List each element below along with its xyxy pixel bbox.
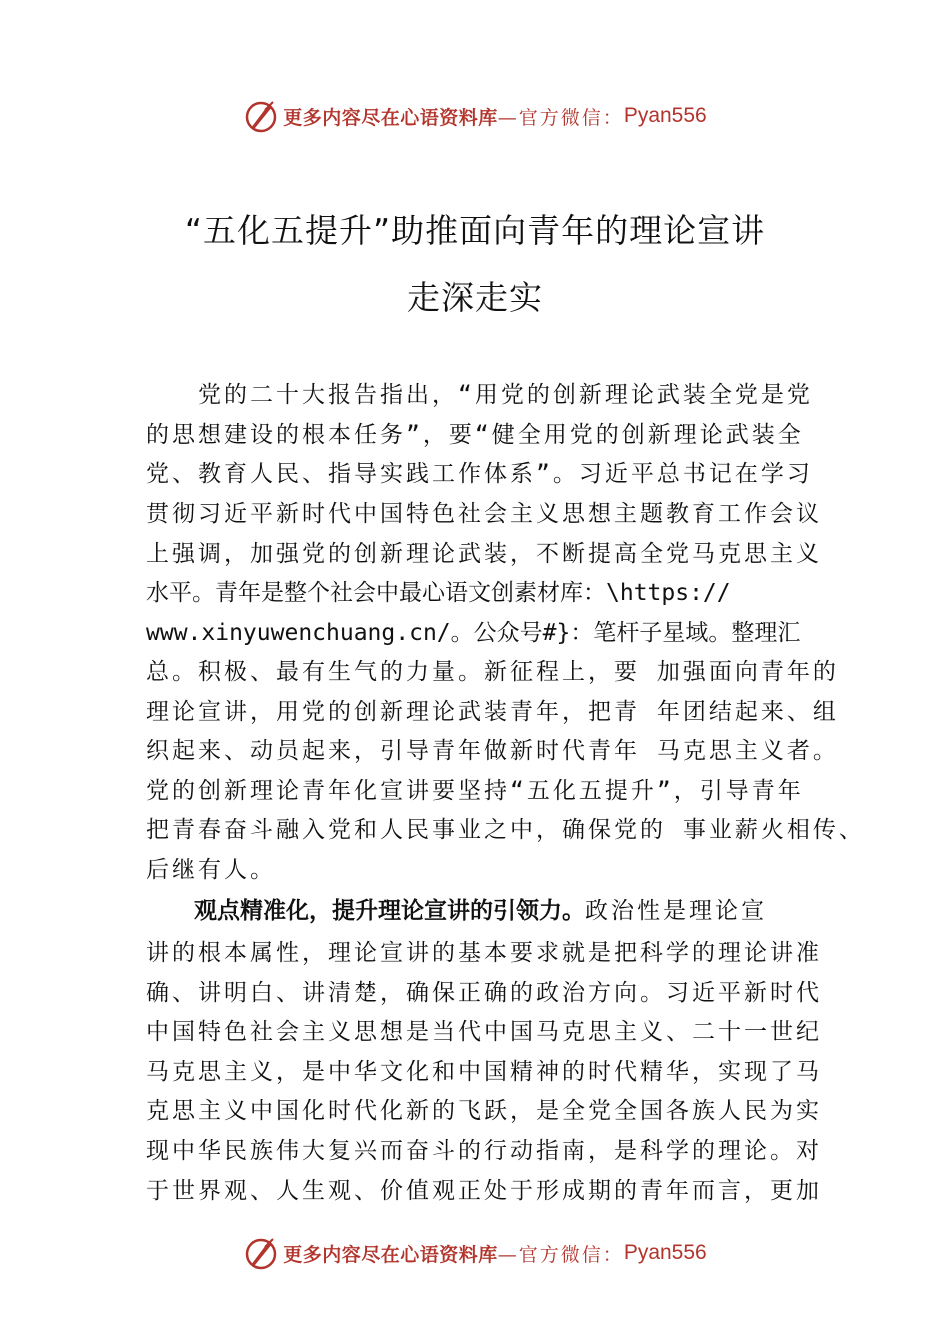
text-line: 织起来、动员起来，引导青年做新时代青年 马克思主义者。	[146, 738, 839, 764]
quill-logo-icon	[243, 1235, 279, 1271]
text-line: www.xinyuwenchuang.cn/。公众号#}：笔杆子星域。整理汇	[146, 620, 801, 646]
header-banner	[0, 96, 950, 136]
banner-main-text: 更多内容尽在心语资料库	[283, 1243, 498, 1266]
page-title-line2: 走深走实	[407, 278, 543, 317]
banner-wechat-id: Pyan556	[623, 1241, 707, 1264]
banner-sub-text: —官方微信：	[497, 1243, 624, 1266]
section-first-line	[194, 896, 767, 926]
text-line: 讲的根本属性，理论宣讲的基本要求就是把科学的理论讲准	[146, 940, 822, 966]
quill-logo-icon	[243, 98, 279, 134]
text-line: 总。积极、最有生气的力量。新征程上，要 加强面向青年的	[146, 659, 839, 685]
text-line: 上强调，加强党的创新理论武装，不断提高全党马克思主义	[146, 541, 822, 567]
text-line: 马克思主义，是中华文化和中国精神的时代精华，实现了马	[146, 1059, 822, 1085]
text-line: 贯彻习近平新时代中国特色社会主义思想主题教育工作会议	[146, 501, 822, 527]
footer-banner	[0, 1233, 950, 1273]
text-line: 党的二十大报告指出，“用党的创新理论武装全党是党	[146, 382, 813, 408]
text-line: 后继有人。	[146, 857, 276, 883]
text-line: 克思主义中国化时代化新的飞跃，是全党全国各族人民为实	[146, 1098, 822, 1124]
section-lead-heading: 观点精准化，提升理论宣讲的引领力。	[194, 898, 585, 924]
banner-wechat-id: Pyan556	[623, 104, 707, 127]
banner-sub-text: —官方微信：	[497, 106, 624, 129]
text-line: 党的创新理论青年化宣讲要坚持“五化五提升”，引导青年	[146, 778, 804, 804]
text-line: 中国特色社会主义思想是当代中国马克思主义、二十一世纪	[146, 1019, 822, 1045]
banner-main-text: 更多内容尽在心语资料库	[283, 106, 498, 129]
text-line: 确、讲明白、讲清楚，确保正确的政治方向。习近平新时代	[146, 980, 822, 1006]
text-line: 理论宣讲，用党的创新理论武装青年，把青 年团结起来、组	[146, 699, 839, 725]
text-line: 党、教育人民、指导实践工作体系”。习近平总书记在学习	[146, 461, 813, 487]
page-title-line1: “五化五提升”助推面向青年的理论宣讲	[184, 211, 766, 250]
text-line: 的思想建设的根本任务”，要“健全用党的创新理论武装全	[146, 422, 804, 448]
section-first-rest: 政治性是理论宣	[585, 898, 767, 924]
text-line: 把青春奋斗融入党和人民事业之中，确保党的 事业薪火相传、	[146, 817, 865, 843]
text-line: 水平。青年是整个社会中最心语文创素材库：\https://	[146, 580, 731, 606]
text-line: 现中华民族伟大复兴而奋斗的行动指南，是科学的理论。对	[146, 1138, 822, 1164]
text-line: 于世界观、人生观、价值观正处于形成期的青年而言，更加	[146, 1178, 822, 1204]
